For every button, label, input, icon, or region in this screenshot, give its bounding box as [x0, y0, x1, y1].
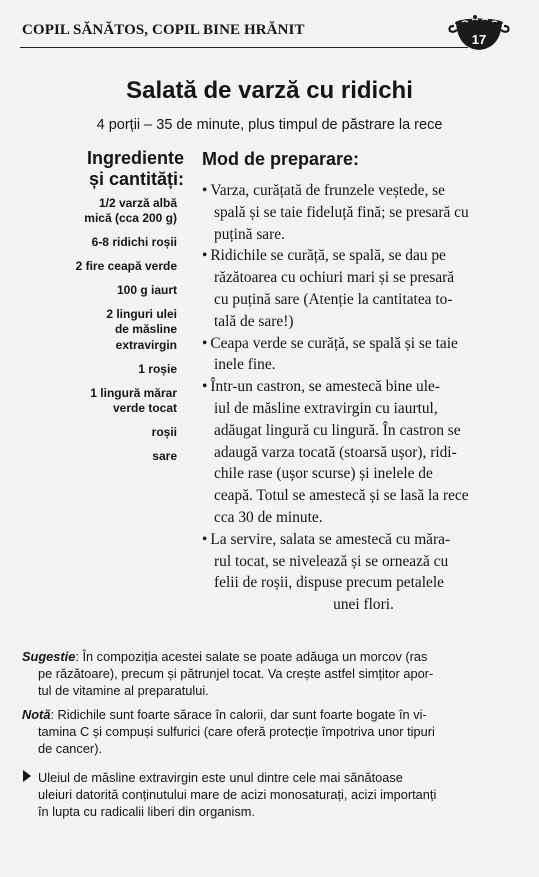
note-line: de cancer).	[38, 741, 103, 756]
ingredient-line: roșii	[151, 424, 177, 439]
ingredient-item	[22, 425, 177, 440]
ingredient-item	[22, 362, 177, 377]
note-line: tamina C și compuși sulfurici (care oferă protecție împotriva unor tipuri	[38, 724, 435, 739]
ingredient-line: 2 fire ceapă verde	[75, 259, 177, 274]
bullet-icon: •	[202, 530, 208, 548]
ingredient-line: sare	[152, 448, 177, 463]
header-rule	[20, 47, 468, 48]
method-step	[202, 180, 513, 245]
method-step-line: cu puțină sare (Atenție la cantitatea to-	[214, 290, 453, 308]
note-line	[22, 648, 514, 665]
recipe-title: Salată de varză cu ridichi	[126, 77, 413, 104]
method-step-line	[202, 529, 513, 551]
note-line	[22, 769, 514, 786]
note-line: tul de vitamine al preparatului.	[38, 683, 209, 698]
method-step-line: chile rase (ușor scurse) și inelele de	[214, 465, 433, 483]
ingredient-line: 1/2 varză albă	[98, 196, 177, 210]
ingredient-line: 1 roșie	[138, 361, 177, 376]
notes-section	[22, 648, 514, 827]
ingredient-line: mică (cca 200 g)	[84, 211, 177, 226]
method-step	[202, 376, 513, 529]
method-step-line: răzătoarea cu ochiuri mari și se presară	[214, 269, 455, 287]
method-step-line: adăugat lingură cu lingură. În castron se	[214, 421, 461, 439]
ingredient-line: 100 g iaurt	[116, 283, 177, 298]
method-step	[202, 529, 513, 616]
method-step-text: La servire, salata se amestecă cu măra-	[210, 530, 451, 548]
ingredient-item	[22, 307, 177, 353]
bullet-icon: •	[202, 378, 208, 396]
ingredient-item	[22, 196, 177, 227]
method-step-line	[202, 180, 513, 202]
olive-oil-tip	[22, 769, 514, 820]
method-step-line: unei flori.	[333, 596, 394, 614]
ingredient-line: extravirgin	[115, 337, 177, 352]
method-step-line: ceapă. Totul se amestecă și se lasă la rece	[214, 487, 469, 505]
ingredient-item	[22, 386, 177, 417]
ingredient-line: 2 linguri ulei	[106, 307, 177, 322]
bullet-icon: •	[202, 247, 208, 265]
page-number: 17	[471, 32, 487, 47]
method-step-line: rul tocat, se nivelează și se ornează cu	[214, 552, 449, 570]
nutrition-note	[22, 706, 514, 757]
note-text: : Ridichile sunt foarte sărace în calorii, dar sunt foarte bogate în vi-	[50, 707, 427, 722]
method-step	[202, 245, 513, 332]
note-label: Notă	[22, 707, 51, 722]
recipe-subtitle: 4 porții – 35 de minute, plus timpul de păstrare la rece	[96, 117, 443, 133]
method-step-text: Ridichile se curăță, se spală, se dau pe	[210, 247, 446, 265]
method-heading: Mod de preparare:	[202, 149, 360, 169]
ingredient-line: 1 lingură mărar	[90, 385, 177, 400]
method-step-line: cca 30 de minute.	[214, 508, 323, 526]
method-step-line	[202, 333, 513, 355]
method-step-line: spală și se taie fideluță fină; se presară cu	[214, 203, 469, 221]
note-text: Uleiul de măsline extravirgin este unul dintre cele mai sănătoase	[38, 770, 403, 785]
note-line: în lupta cu radicalii liberi din organism.	[38, 804, 255, 819]
method-step-line: felii de roșii, dispuse precum petalele	[214, 574, 444, 592]
method-step-line: inele fine.	[214, 356, 276, 374]
ingredient-line: 6-8 ridichi roșii	[91, 235, 177, 250]
method-step-line	[202, 245, 513, 267]
ingredient-item	[22, 259, 177, 274]
method-step-line: iul de măsline extravirgin cu iaurtul,	[214, 399, 438, 417]
method-step-text: Varza, curățată de frunzele veștede, se	[210, 182, 445, 199]
ingredients-heading	[22, 148, 184, 190]
ingredient-item	[22, 449, 177, 464]
ingredient-line: de măsline	[114, 322, 177, 337]
method-step-line: puțină sare.	[214, 225, 285, 243]
triangle-bullet-icon	[22, 770, 32, 782]
suggestion-note	[22, 648, 514, 699]
ingredient-item	[22, 283, 177, 298]
method-step-line: tală de sare!)	[214, 312, 294, 330]
running-head: COPIL SĂNĂTOS, COPIL BINE HRĂNIT	[22, 22, 305, 38]
ingredient-line: verde tocat	[112, 401, 177, 416]
method-step	[202, 333, 513, 377]
ingredients-list	[22, 196, 177, 473]
ingredient-item	[22, 235, 177, 250]
method-steps	[202, 180, 513, 616]
method-step-text: Într-un castron, se amestecă bine ule-	[210, 378, 440, 396]
method-step-text: Ceapa verde se curăță, se spală și se taie	[210, 334, 458, 352]
method-step-line: adaugă varza tocată (stoarsă ușor), ridi-	[214, 443, 457, 461]
method-step-line	[202, 376, 513, 398]
suggestion-label: Sugestie	[22, 649, 76, 664]
bullet-icon: •	[202, 334, 208, 352]
note-line: uleiuri datorită conținutului mare de acizi monosaturați, acizi importanți	[38, 787, 437, 802]
note-line	[22, 706, 514, 723]
note-line: pe răzătoare), precum și pătrunjel tocat. Va crește astfel simțitor apor-	[38, 666, 434, 681]
ingredients-heading-line: Ingrediente	[86, 148, 184, 168]
bullet-icon: •	[202, 182, 208, 199]
note-text: : În compoziția acestei salate se poate adăuga un morcov (ras	[75, 649, 428, 664]
ingredients-heading-line: și cantități:	[88, 169, 184, 189]
